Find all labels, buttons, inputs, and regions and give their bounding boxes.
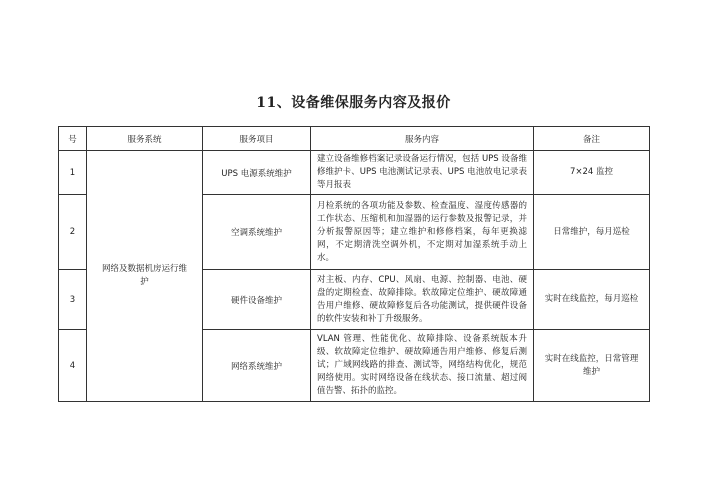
row-number: 3 <box>59 270 87 330</box>
header-item: 服务项目 <box>203 127 311 151</box>
service-content: 对主板、内存、CPU、风扇、电源、控制器、电池、硬盘的定期检查、故障排除。软故障定位维护、硬故障通告用户维修、硬故障修复后各功能测试，提供硬件设备的软件安装和补丁升级服务。 <box>311 270 534 330</box>
header-note: 备注 <box>534 127 650 151</box>
service-content: 月检系统的各项功能及参数、检查温度、湿度传感器的工作状态、压缩机和加湿器的运行参数及报警记录，并分析报警原因等；建立维护和修修档案，每年更换滤网，不定期清洗空调外机，不定期对加湿系统手动上水。 <box>311 195 534 270</box>
service-note: 日常维护，每月巡检 <box>534 195 650 270</box>
service-system-cell: 网络及数据机房运行维护 <box>87 151 203 402</box>
table-row <box>59 151 650 195</box>
service-note: 7×24 监控 <box>534 151 650 195</box>
row-number: 1 <box>59 151 87 195</box>
service-content: VLAN 管理、性能优化、故障排除、设备系统版本升级、软故障定位维护、硬故障通告用户维修、修复后测试；广域网线路的排查、测试等，网络结构优化，规范网络使用。实时网络设备在线状态、接口流量、超过阀值告警、拓扑的监控。 <box>311 330 534 402</box>
service-content: 建立设备维修档案记录设备运行情况，包括 UPS 设备维修维护卡、UPS 电池测试记录表、UPS 电池放电记录表等月报表 <box>311 151 534 195</box>
service-item: 硬件设备维护 <box>203 270 311 330</box>
service-note: 实时在线监控，每月巡检 <box>534 270 650 330</box>
page-title: 11、设备维保服务内容及报价 <box>256 95 451 111</box>
header-content: 服务内容 <box>311 127 534 151</box>
header-system: 服务系统 <box>87 127 203 151</box>
service-item: UPS 电源系统维护 <box>203 151 311 195</box>
row-number: 2 <box>59 195 87 270</box>
service-item: 空调系统维护 <box>203 195 311 270</box>
header-no: 号 <box>59 127 87 151</box>
row-number: 4 <box>59 330 87 402</box>
service-item: 网络系统维护 <box>203 330 311 402</box>
service-note: 实时在线监控，日常管理维护 <box>534 330 650 402</box>
table-header-row <box>59 127 650 151</box>
service-table <box>58 126 650 402</box>
